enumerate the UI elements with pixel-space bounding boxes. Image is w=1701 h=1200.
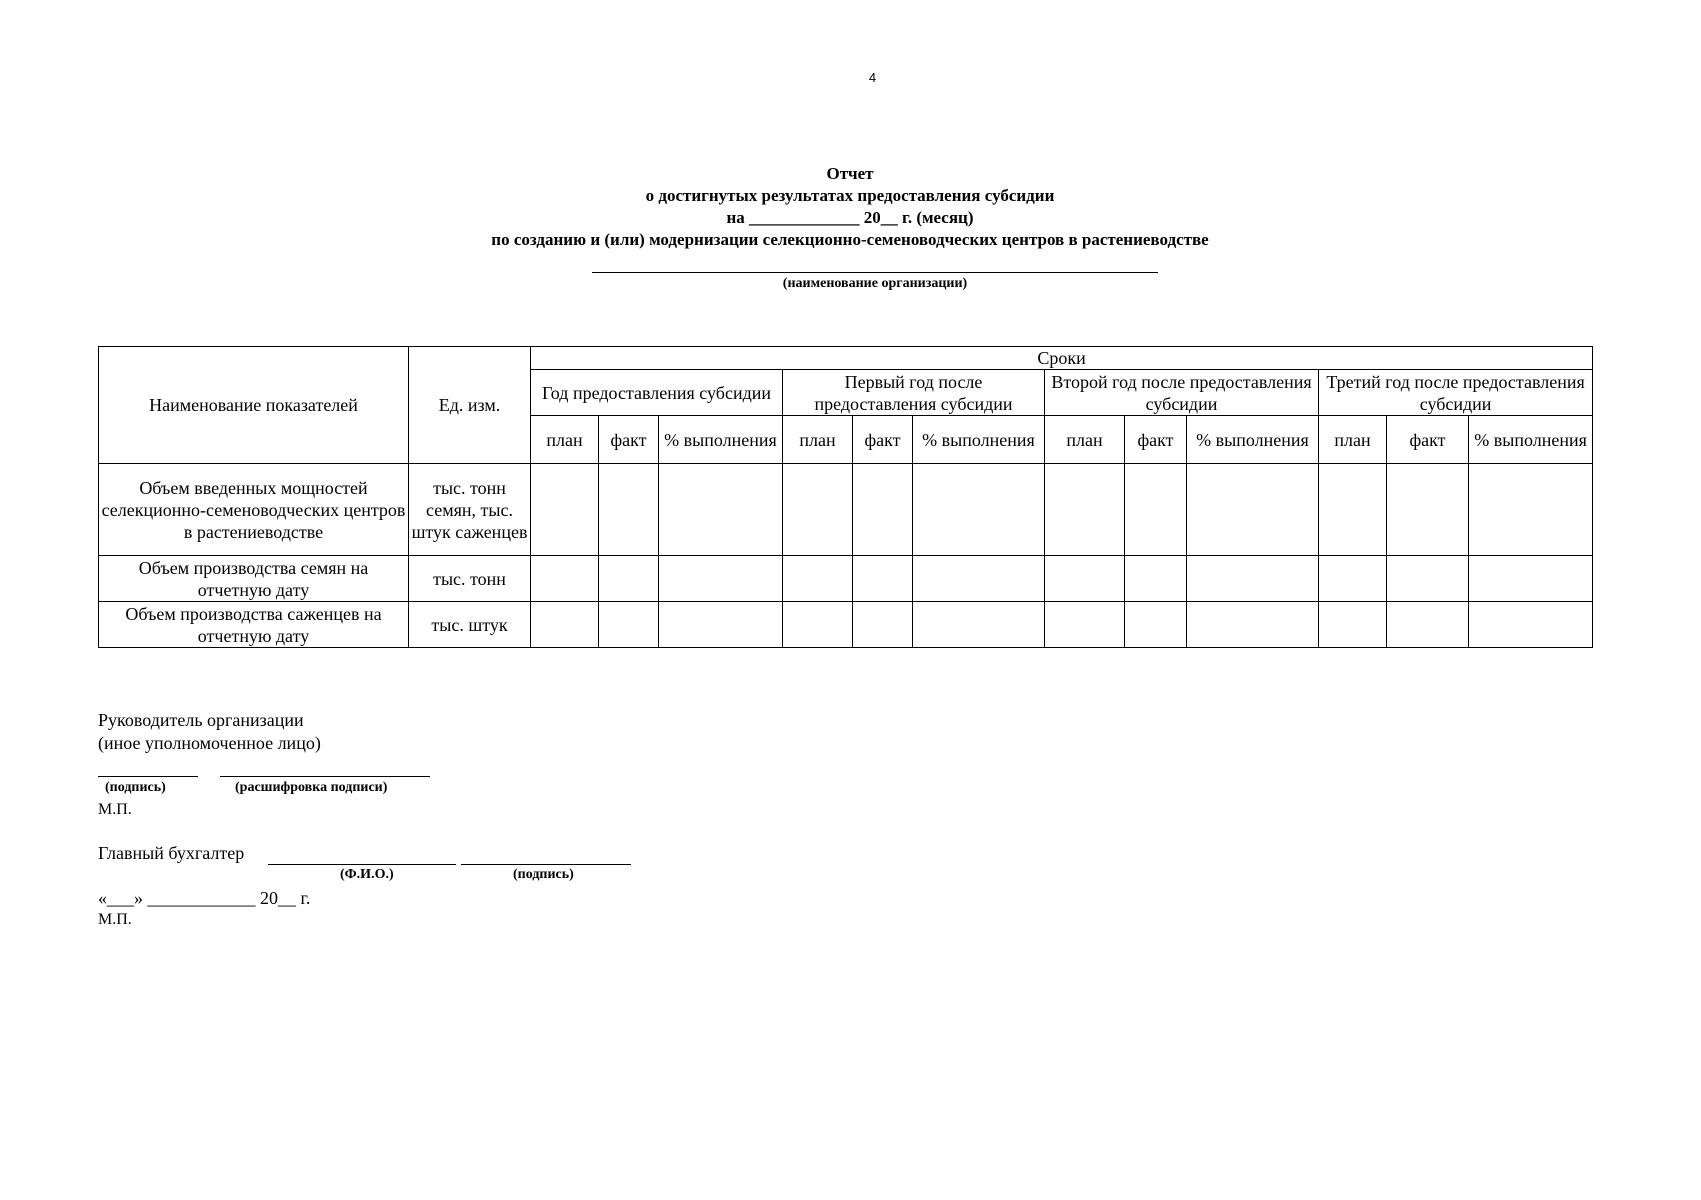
table-row bbox=[99, 602, 1593, 648]
value-cell[interactable] bbox=[1387, 464, 1469, 556]
value-cell[interactable] bbox=[659, 602, 783, 648]
header-pct: % выполнения bbox=[913, 416, 1045, 464]
accountant-fio-line[interactable] bbox=[268, 864, 456, 865]
title-line-1: Отчет bbox=[826, 164, 874, 183]
value-cell[interactable] bbox=[853, 556, 913, 602]
header-pct: % выполнения bbox=[1469, 416, 1593, 464]
header-period-1: Год предоставления субсидии bbox=[531, 370, 783, 416]
header-fact: факт bbox=[1387, 416, 1469, 464]
value-cell[interactable] bbox=[1469, 556, 1593, 602]
date-line: «___» ____________ 20__ г. bbox=[98, 888, 311, 908]
header-terms: Сроки bbox=[531, 347, 1593, 370]
row-indicator-name: Объем производства семян на отчетную дату bbox=[99, 556, 409, 602]
header-fact: факт bbox=[853, 416, 913, 464]
row-indicator-name: Объем введенных мощностей селекционно-семеноводческих центров в растениеводстве bbox=[99, 464, 409, 556]
header-plan: план bbox=[783, 416, 853, 464]
head-decoding-line[interactable] bbox=[220, 776, 430, 777]
row-indicator-name: Объем производства саженцев на отчетную дату bbox=[99, 602, 409, 648]
value-cell[interactable] bbox=[599, 556, 659, 602]
value-cell[interactable] bbox=[913, 602, 1045, 648]
table-row bbox=[99, 556, 1593, 602]
header-period-3: Второй год после предоставления субсидии bbox=[1045, 370, 1319, 416]
value-cell[interactable] bbox=[1187, 556, 1319, 602]
value-cell[interactable] bbox=[659, 464, 783, 556]
value-cell[interactable] bbox=[531, 602, 599, 648]
value-cell[interactable] bbox=[1319, 556, 1387, 602]
header-plan: план bbox=[1045, 416, 1125, 464]
value-cell[interactable] bbox=[1387, 602, 1469, 648]
accountant-signature-line[interactable] bbox=[461, 864, 631, 865]
accountant-label: Главный бухгалтер bbox=[98, 843, 245, 863]
organization-name-line[interactable] bbox=[592, 272, 1158, 273]
table-row bbox=[99, 464, 1593, 556]
value-cell[interactable] bbox=[783, 602, 853, 648]
value-cell[interactable] bbox=[1045, 556, 1125, 602]
header-period-4: Третий год после предоставления субсидии bbox=[1319, 370, 1593, 416]
value-cell[interactable] bbox=[1125, 556, 1187, 602]
value-cell[interactable] bbox=[599, 464, 659, 556]
fio-caption: (Ф.И.О.) bbox=[340, 867, 394, 882]
value-cell[interactable] bbox=[1469, 464, 1593, 556]
value-cell[interactable] bbox=[1125, 464, 1187, 556]
head-label-line1: Руководитель организации bbox=[98, 710, 304, 730]
header-plan: план bbox=[1319, 416, 1387, 464]
organization-caption: (наименование организации) bbox=[782, 276, 968, 291]
header-pct: % выполнения bbox=[659, 416, 783, 464]
head-signature-line[interactable] bbox=[98, 776, 198, 777]
report-table bbox=[98, 346, 1593, 648]
value-cell[interactable] bbox=[659, 556, 783, 602]
header-fact: факт bbox=[599, 416, 659, 464]
value-cell[interactable] bbox=[1187, 602, 1319, 648]
head-label bbox=[98, 709, 321, 755]
header-plan: план bbox=[531, 416, 599, 464]
value-cell[interactable] bbox=[1187, 464, 1319, 556]
row-unit: тыс. штук bbox=[409, 602, 531, 648]
value-cell[interactable] bbox=[913, 556, 1045, 602]
title-line-3: на _____________ 20__ г. (месяц) bbox=[726, 208, 974, 227]
value-cell[interactable] bbox=[913, 464, 1045, 556]
title-line-4: по созданию и (или) модернизации селекционно-семеноводческих центров в растениеводстве bbox=[491, 230, 1209, 249]
value-cell[interactable] bbox=[783, 464, 853, 556]
value-cell[interactable] bbox=[853, 602, 913, 648]
title-line-2: о достигнутых результатах предоставления субсидии bbox=[645, 186, 1055, 205]
stamp-place-2: М.П. bbox=[98, 911, 132, 928]
decode-caption: (расшифровка подписи) bbox=[235, 780, 388, 795]
value-cell[interactable] bbox=[599, 602, 659, 648]
value-cell[interactable] bbox=[783, 556, 853, 602]
value-cell[interactable] bbox=[1319, 602, 1387, 648]
value-cell[interactable] bbox=[1319, 464, 1387, 556]
row-unit: тыс. тонн семян, тыс. штук саженцев bbox=[409, 464, 531, 556]
value-cell[interactable] bbox=[853, 464, 913, 556]
report-title bbox=[400, 163, 1300, 251]
sign-caption-2: (подпись) bbox=[513, 867, 574, 882]
value-cell[interactable] bbox=[531, 464, 599, 556]
stamp-place: М.П. bbox=[98, 801, 132, 818]
header-fact: факт bbox=[1125, 416, 1187, 464]
value-cell[interactable] bbox=[1125, 602, 1187, 648]
header-unit: Ед. изм. bbox=[409, 347, 531, 464]
value-cell[interactable] bbox=[1045, 602, 1125, 648]
page-number: 4 bbox=[868, 70, 877, 85]
head-label-line2: (иное уполномоченное лицо) bbox=[98, 733, 321, 753]
value-cell[interactable] bbox=[1387, 556, 1469, 602]
sign-caption: (подпись) bbox=[105, 780, 166, 795]
row-unit: тыс. тонн bbox=[409, 556, 531, 602]
value-cell[interactable] bbox=[531, 556, 599, 602]
header-indicator-name: Наименование показателей bbox=[99, 347, 409, 464]
header-period-2: Первый год после предоставления субсидии bbox=[783, 370, 1045, 416]
value-cell[interactable] bbox=[1045, 464, 1125, 556]
value-cell[interactable] bbox=[1469, 602, 1593, 648]
header-pct: % выполнения bbox=[1187, 416, 1319, 464]
